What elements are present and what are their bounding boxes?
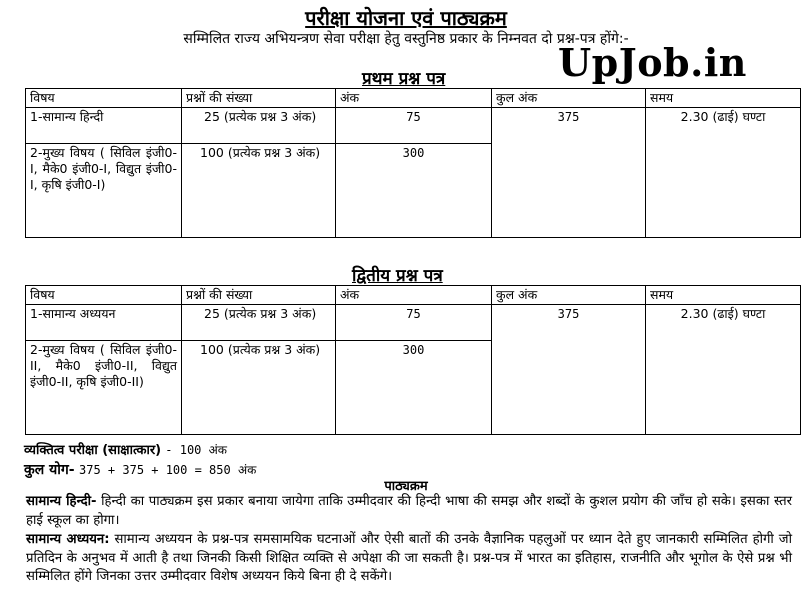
marks-cell: 75 [336,108,492,144]
questions-cell: 100 (प्रत्येक प्रश्न 3 अंक) [182,341,336,435]
col-header: अंक [336,286,492,305]
table-header-row [26,89,801,108]
paper2-table [25,285,801,435]
table-row [26,305,801,341]
questions-cell: 25 (प्रत्येक प्रश्न 3 अंक) [182,108,336,144]
subject-cell: 2-मुख्य विषय ( सिविल इंजी0-II, मैके0 इंजी0-II, विद्युत इंजी0-II, कृषि इंजी0-II) [26,341,182,435]
interview-label: व्यक्तित्व परीक्षा (साक्षात्कार) [24,443,162,458]
col-header: समय [646,89,801,108]
syllabus-hindi-paragraph [26,493,792,530]
hindi-text: हिन्दी का पाठ्यक्रम इस प्रकार बनाया जायेगा ताकि उम्मीदवार की हिन्दी भाषा की समझ और शब्दों के कुशल प्रयोग की जाँच हो सके। इसका स्तर हाई स्कूल का होगा। [26,494,792,528]
col-header: प्रश्नों की संख्या [182,89,336,108]
brand-watermark: UpJob.in [558,40,747,85]
marks-cell: 300 [336,341,492,435]
col-header: विषय [26,286,182,305]
col-header: विषय [26,89,182,108]
col-header: कुल अंक [492,89,646,108]
total-cell: 375 [492,108,646,238]
paper1-table [25,88,801,238]
interview-value: - 100 अंक [165,443,227,457]
marks-cell: 75 [336,305,492,341]
subject-cell: 1-सामान्य हिन्दी [26,108,182,144]
questions-cell: 100 (प्रत्येक प्रश्न 3 अंक) [182,144,336,238]
syllabus-gs-paragraph [26,531,792,587]
questions-cell: 25 (प्रत्येक प्रश्न 3 अंक) [182,305,336,341]
total-cell: 375 [492,305,646,435]
page-title: परीक्षा योजना एवं पाठ्यक्रम [305,6,507,30]
time-cell: 2.30 (ढाई) घण्टा [646,305,801,435]
table-row [26,108,801,144]
col-header: कुल अंक [492,286,646,305]
col-header: समय [646,286,801,305]
col-header: प्रश्नों की संख्या [182,286,336,305]
table-header-row [26,286,801,305]
col-header: अंक [336,89,492,108]
gs-text: सामान्य अध्ययन के प्रश्न-पत्र समसामयिक घटनाओं और ऐसी बातों की उनके वैज्ञानिक पहलुओं पर ध्यान देते हुए जानकारी सम्मिलित होगी जो प्रतिदिन के अनुभव में आती है तथा जिनकी किसी शिक्षित व्यक्ति से अपेक्षा की जा सकती है। प्रश्न-पत्र में भारत का इतिहास, राजनीति और भूगोल के ऐसे प्रश्न भी सम्मिलित होंगे जिनका उत्तर उम्मीदवार विशेष अध्ययन किये बिना ही दे सकेंगे। [26,532,792,584]
subject-cell: 2-मुख्य विषय ( सिविल इंजी0-I, मैके0 इंजी0-I, विद्युत इंजी0-I, कृषि इंजी0-I) [26,144,182,238]
time-cell: 2.30 (ढाई) घण्टा [646,108,801,238]
paper2-title: द्वितीय प्रश्न पत्र [352,266,443,286]
hindi-label: सामान्य हिन्दी- [26,494,97,509]
page-subtitle: सम्मिलित राज्य अभियन्त्रण सेवा परीक्षा हेतु वस्तुनिष्ठ प्रकार के निम्नवत दो प्रश्न-पत्र होंगे:- [183,31,629,47]
interview-line [24,440,227,458]
gs-label: सामान्य अध्ययन: [26,532,110,547]
syllabus-heading: पाठ्यक्रम [384,479,428,494]
grand-total-value: 375 + 375 + 100 = 850 अंक [79,463,257,477]
subject-cell: 1-सामान्य अध्ययन [26,305,182,341]
paper1-title: प्रथम प्रश्न पत्र [362,69,446,89]
grand-total-label: कुल योग- [24,462,75,478]
marks-cell: 300 [336,144,492,238]
